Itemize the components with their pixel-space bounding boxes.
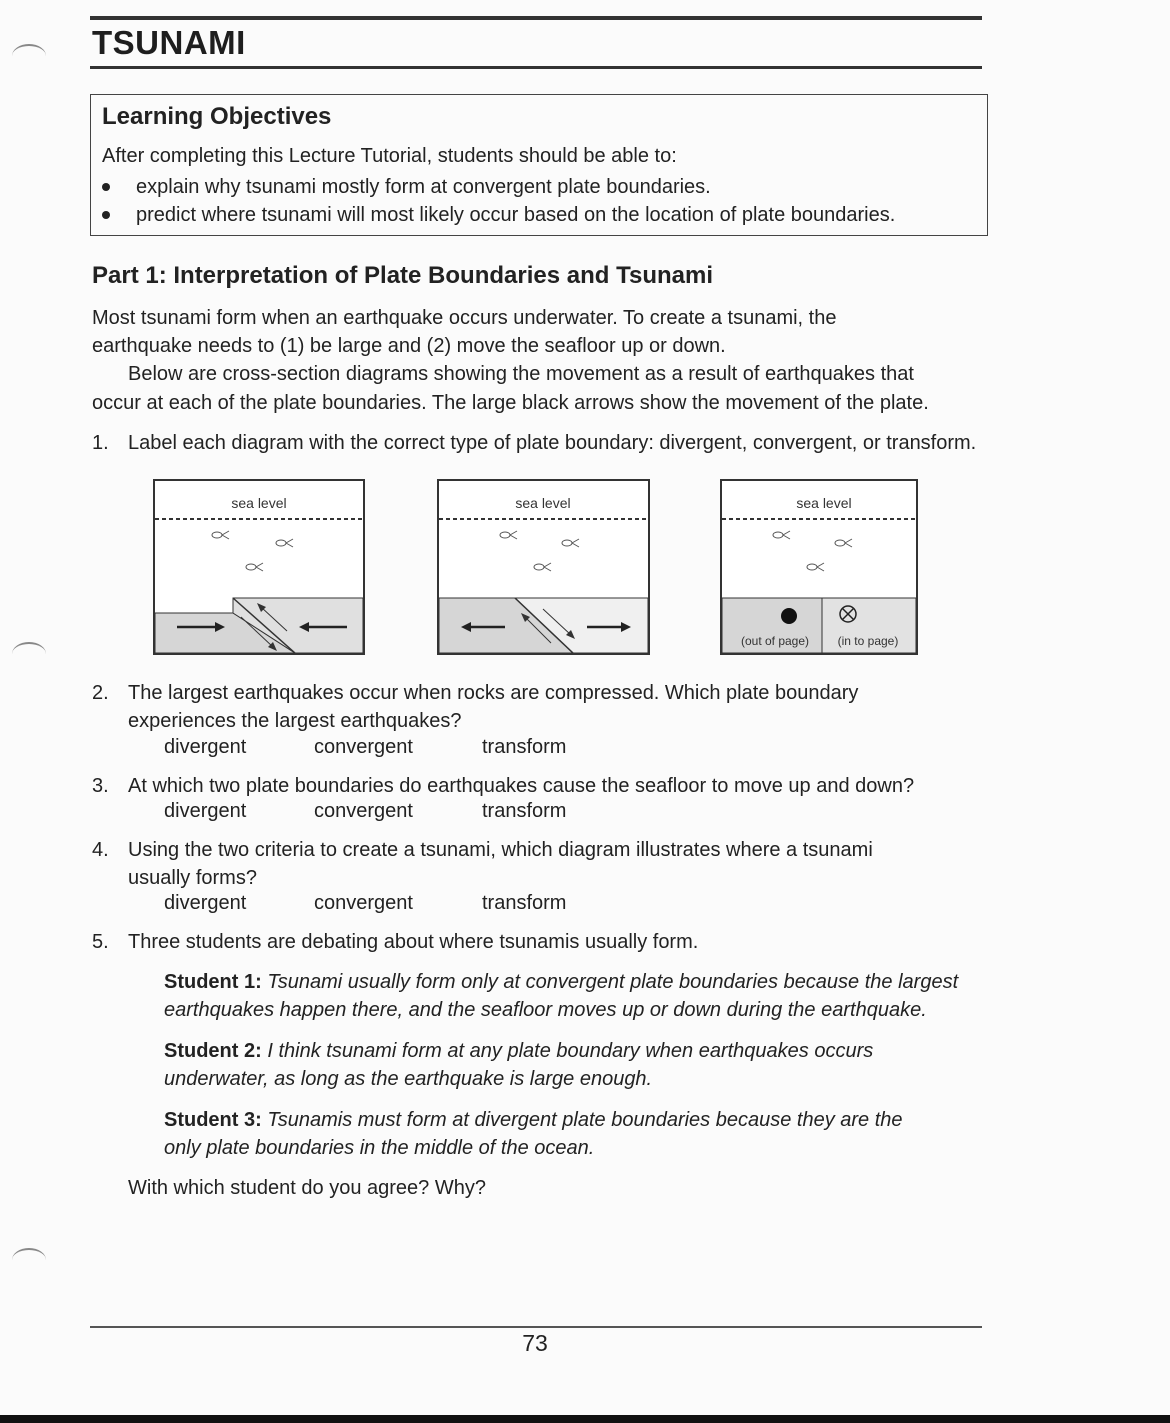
choice-convergent[interactable]: convergent [314,800,413,822]
out-of-page-label: (out of page) [740,634,810,648]
sea-level-label: sea level [515,495,571,511]
binder-hole-mark [12,642,46,666]
objectives-intro: After completing this Lecture Tutorial, students should be able to: [102,145,677,167]
learning-objectives-box [90,94,988,236]
objectives-heading: Learning Objectives [102,103,332,130]
in-to-page-label: (in to page) [837,634,899,648]
choice-divergent[interactable]: divergent [164,892,247,914]
part1-heading: Part 1: Interpretation of Plate Boundaries and Tsunami [92,262,713,289]
objectives-list [102,173,895,229]
footer-rule [90,1326,982,1328]
intro-paragraph-line: Below are cross-section diagrams showing the movement as a result of earthquakes that [128,363,914,385]
choice-divergent[interactable]: divergent [164,800,247,822]
fish-icon [773,531,790,539]
fish-icon [500,531,517,539]
student-label: Student 1: [164,971,262,993]
student-label: Student 2: [164,1040,262,1062]
fish-icon [835,539,852,547]
choice-transform[interactable]: transform [482,736,567,758]
fish-icon [276,539,293,547]
intro-paragraph-line: earthquake needs to (1) be large and (2) move the seafloor up or down. [92,335,726,357]
question-5: 5. Three students are debating about where tsunamis usually form. [92,931,699,953]
fish-icon [246,563,263,571]
fish-icon [562,539,579,547]
student-label: Student 3: [164,1109,262,1131]
diagram-convergent [153,479,365,655]
question-4: 4. Using the two criteria to create a tsunami, which diagram illustrates where a tsunami usually forms? [92,839,873,889]
intro-paragraph-line: occur at each of the plate boundaries. The large black arrows show the movement of the plate. [92,392,929,414]
diagram-transform [720,479,918,655]
choice-convergent[interactable]: convergent [314,892,413,914]
fish-icon [534,563,551,571]
sea-level-label: sea level [231,495,287,511]
question-1: 1. Label each diagram with the correct type of plate boundary: divergent, convergent, or transform. [92,432,977,454]
binder-hole-mark [12,44,46,68]
scan-edge-bar [0,1415,1170,1423]
page-title: TSUNAMI [92,24,246,61]
binder-hole-mark [12,1248,46,1272]
page-number: 73 [522,1330,548,1356]
intro-paragraph-line: Most tsunami form when an earthquake occurs underwater. To create a tsunami, the [92,307,837,329]
fish-icon [212,531,229,539]
choice-transform[interactable]: transform [482,892,567,914]
bullet-icon [102,211,110,219]
student-1-statement: Student 1: Tsunami usually form only at convergent plate boundaries because the largest earthquakes happen there, and the seafloor moves up or down during the earthquake. [164,971,959,1021]
fish-icon [807,563,824,571]
student-3-statement: Student 3: Tsunamis must form at divergent plate boundaries because they are the only plate boundaries in the middle of the ocean. [164,1109,903,1159]
question-3: 3. At which two plate boundaries do earthquakes cause the seafloor to move up and down? [92,775,915,797]
closing-question: With which student do you agree? Why? [128,1177,486,1199]
header-rule-bottom [90,66,982,69]
choice-divergent[interactable]: divergent [164,736,247,758]
student-2-statement: Student 2: I think tsunami form at any plate boundary when earthquakes occurs underwater, as long as the earthquake is large enough. [164,1040,874,1090]
out-of-page-dot-icon [781,608,797,624]
header-rule-top [90,16,982,20]
objective-item: predict where tsunami will most likely occur based on the location of plate boundaries. [102,201,895,229]
sea-level-label: sea level [796,495,852,511]
choice-transform[interactable]: transform [482,800,567,822]
question-2: 2. The largest earthquakes occur when rocks are compressed. Which plate boundary experiences the largest earthquakes? [92,682,859,732]
choice-convergent[interactable]: convergent [314,736,413,758]
bullet-icon [102,183,110,191]
diagram-divergent [437,479,650,655]
objective-item: explain why tsunami mostly form at convergent plate boundaries. [102,173,895,201]
